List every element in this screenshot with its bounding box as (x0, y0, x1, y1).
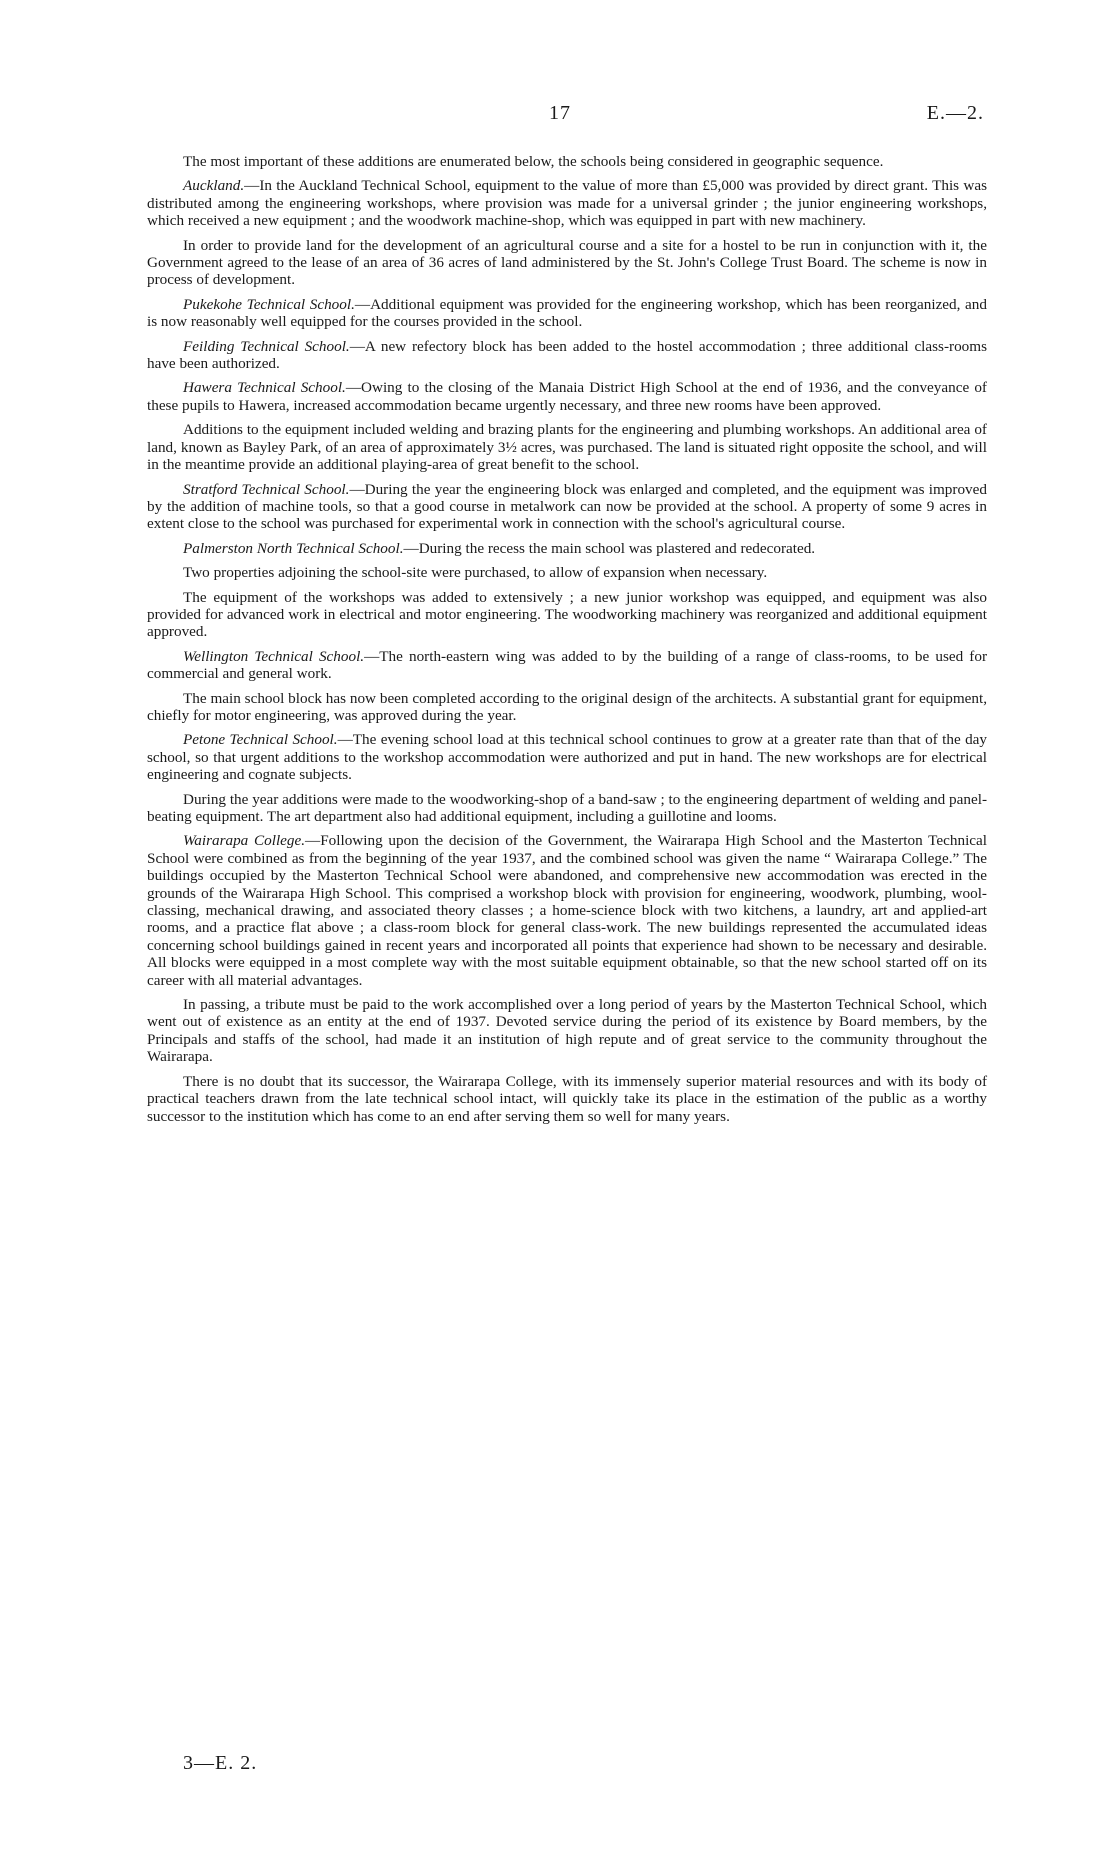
section-lead-auckland: Auckland. (183, 177, 245, 195)
document-reference: E.—2. (926, 102, 984, 124)
section-lead-palmerston-north: Palmerston North Technical School. (183, 539, 404, 557)
paragraph-wellington: Wellington Technical School.—The north-eastern wing was added to by the building of a range of class-rooms, to be used for commercial and general work. (147, 647, 987, 683)
section-lead-stratford: Stratford Technical School. (183, 480, 350, 498)
paragraph-palmerston-properties: Two properties adjoining the school-site were purchased, to allow of expansion when necessary. (183, 564, 768, 582)
paragraph-intro: The most important of these additions are enumerated below, the schools being considered in geographic sequence. (183, 153, 884, 170)
paragraph-stratford: Stratford Technical School.—During the year the engineering block was enlarged and completed, and the equipment was improved by the addition of machine tools, so that a good course in metalwork can now be provided at the school. A property of some 9 acres in extent close to the school was purchased for experimental work in connection with the school's agricultural course. (147, 480, 987, 533)
paragraph-masterton-tribute: In passing, a tribute must be paid to the work accomplished over a long period of years by the Masterton Technical School, which went out of existence as an entity at the end of 1937. Devoted service during the period of its existence by Board members, by the Principals and staffs of the school, had made it an institution of high repute and of great service to the community throughout the Wairarapa. (147, 996, 987, 1066)
signature-mark: 3—E. 2. (183, 1752, 258, 1774)
paragraph-hawera-additions: Additions to the equipment included welding and brazing plants for the engineering and plumbing workshops. An additional area of land, known as Bayley Park, of an area of approximately 3½ acres, was purchased. The land is situated right opposite the school, and will in the meantime provide an additional playing-area of great benefit to the school. (147, 421, 987, 474)
section-lead-petone: Petone Technical School. (183, 731, 338, 749)
body-text (147, 153, 987, 1132)
section-lead-pukekohe: Pukekohe Technical School. (183, 295, 355, 313)
section-lead-wairarapa: Wairarapa College. (183, 832, 306, 850)
section-lead-hawera: Hawera Technical School. (183, 379, 346, 397)
paragraph-petone-additions: During the year additions were made to the woodworking-shop of a band-saw ; to the engineering department of welding and panel-beating equipment. The art department also had additional equipment, including a guillotine and looms. (147, 790, 987, 825)
section-lead-feilding: Feilding Technical School. (183, 337, 350, 355)
page-number: 17 (549, 102, 571, 124)
paragraph-feilding: Feilding Technical School.—A new refectory block has been added to the hostel accommodation ; three additional class-rooms have been authorized. (147, 337, 987, 373)
paragraph-auckland-land: In order to provide land for the development of an agricultural course and a site for a hostel to be run in conjunction with it, the Government agreed to the lease of an area of 36 acres of land administered by the St. John's College Trust Board. The scheme is now in process of development. (147, 236, 987, 289)
paragraph-palmerston-equipment: The equipment of the workshops was added to extensively ; a new junior workshop was equipped, and equipment was also provided for advanced work in electrical and motor engineering. The woodworking machinery was reorganized and additional equipment approved. (147, 588, 987, 641)
section-lead-wellington: Wellington Technical School. (183, 647, 365, 665)
paragraph-palmerston-north: Palmerston North Technical School.—During the recess the main school was plastered and redecorated. (183, 539, 816, 557)
paragraph-hawera: Hawera Technical School.—Owing to the closing of the Manaia District High School at the end of 1936, and the conveyance of these pupils to Hawera, increased accommodation became urgently necessary, and three new rooms have been approved. (147, 379, 987, 414)
paragraph-auckland: Auckland.—In the Auckland Technical School, equipment to the value of more than £5,000 was provided by direct grant. This was distributed among the engineering workshops, where provision was made for a universal grinder ; the junior engineering workshops, which received a new equipment ; and the woodwork machine-shop, which was equipped in part with new machinery. (147, 177, 987, 230)
paragraph-wairarapa: Wairarapa College.—Following upon the decision of the Government, the Wairarapa High School and the Masterton Technical School were combined as from the beginning of the year 1937, and the combined school was given the name “ Wairarapa College.” The buildings occupied by the Masterton Technical School were abandoned, and comprehensive new accommodation was erected in the grounds of the Wairarapa High School. This comprised a workshop block with provision for engineering, woodwork, plumbing, wool-classing, mechanical drawing, and associated theory classes ; a home-science block with two kitchens, a laundry, art and applied-art rooms, and a practice flat above ; a class-room block for general class-work. The new buildings represented the accumulated ideas concerning school buildings gained in recent years and incorporated all points that experience had shown to be necessary and desirable. All blocks were equipped in a most complete way with the most suitable equipment obtainable, so that the new school started off on its career with all material advantages. (147, 832, 987, 989)
paragraph-pukekohe: Pukekohe Technical School.—Additional equipment was provided for the engineering workshop, which has been reorganized, and is now reasonably well equipped for the courses provided in the school. (147, 295, 987, 331)
paragraph-wairarapa-successor: There is no doubt that its successor, the Wairarapa College, with its immensely superior material resources and with its body of practical teachers drawn from the late technical school intact, will quickly take its place in the estimation of the public as a worthy successor to the institution which has come to an end after serving them so well for many years. (147, 1072, 987, 1125)
paragraph-petone: Petone Technical School.—The evening school load at this technical school continues to grow at a greater rate than that of the day school, so that urgent additions to the workshop accommodation were authorized and put in hand. The new workshops are for electrical engineering and cognate subjects. (147, 731, 988, 784)
paragraph-wellington-block: The main school block has now been completed according to the original design of the architects. A substantial grant for equipment, chiefly for motor engineering, was approved during the year. (147, 689, 987, 724)
